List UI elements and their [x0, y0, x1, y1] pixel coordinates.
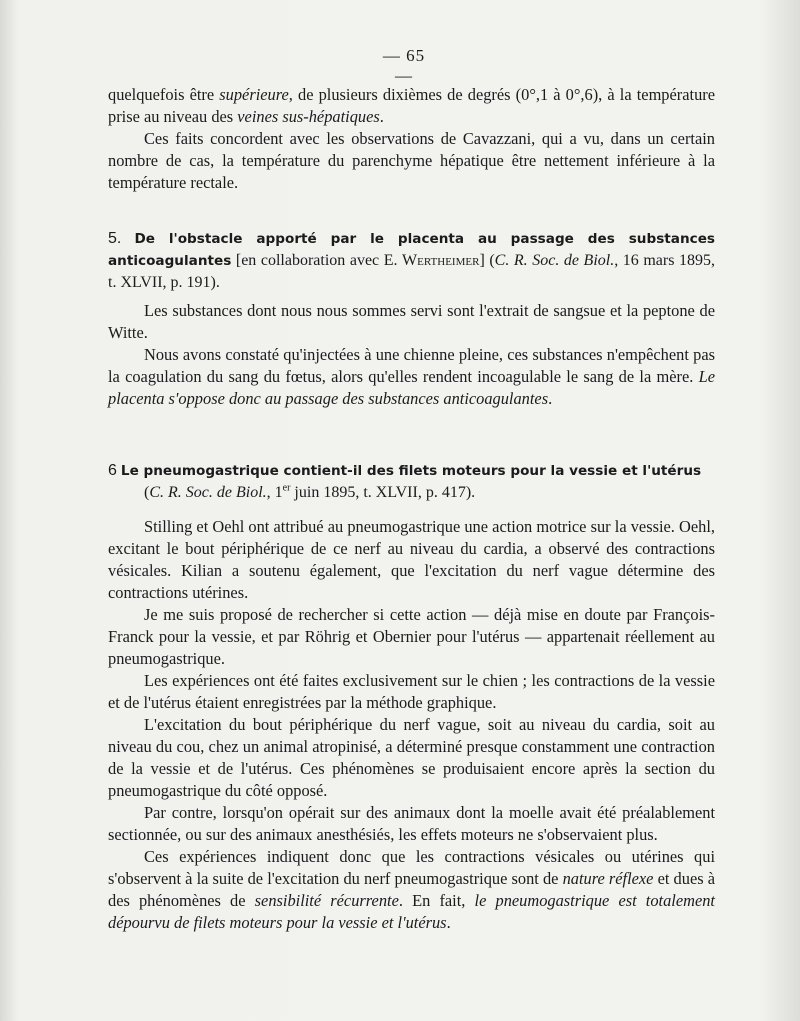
paragraph: Par contre, lorsqu'on opérait sur des animaux dont la moelle avait été préalablement sectionnée, ou sur des animaux anesthésiés, les effets moteurs ne s'observaient plus. [108, 803, 715, 844]
paragraph-continued: quelquefois être supérieure, de plusieurs dixièmes de degrés (0°,1 à 0°,6), à la température prise au niveau des veines sus-hépatiques. [108, 85, 715, 126]
section-6-body [108, 516, 715, 934]
section-number: 6 [108, 462, 117, 479]
journal-reference: (C. R. Soc. de Biol., 1er juin 1895, t. XLVII, p. 417). [144, 482, 476, 501]
paragraph: Stilling et Oehl ont attribué au pneumogastrique une action motrice sur la vessie. Oehl, excitant le bout périphérique de ce nerf au niveau du cardia, a observé des contractions vésicales. Kilian a soutenu également, que l'excitation du nerf vague détermine des contractions utérines. [108, 517, 715, 602]
section-5-body [108, 300, 715, 410]
continued-text [108, 84, 715, 194]
paragraph-cavazzani: Ces faits concordent avec les observations de Cavazzani, qui a vu, dans un certain nombre de cas, la température du parenchyme hépatique être nettement inférieure à la température rectale. [108, 129, 715, 192]
paragraph: Je me suis proposé de rechercher si cette action — déjà mise en doute par François-Franck pour la vessie, et par Röhrig et Obernier pour l'utérus — appartenait réellement au pneumogastrique. [108, 605, 715, 668]
author-name: Wertheimer [402, 252, 480, 269]
page-number: — 65 — [382, 46, 426, 85]
journal-ref: C. R. Soc. de Biol. [494, 252, 615, 269]
paragraph: Nous avons constaté qu'injectées à une chienne pleine, ces substances n'empêchent pas la coagulation du sang du fœtus, alors qu'elles rendent incoagulable le sang de la mère. Le placenta s'oppose donc au passage des substances anticoagulantes. [108, 345, 715, 408]
section-number: 5. [108, 230, 122, 247]
section-5-heading: 5. De l'obstacle apporté par le placenta au passage des substances anticoagulantes [en collaboration avec E. Wertheimer] (C. R. Soc. de Biol., 16 mars 1895, t. XLVII, p. 191). [108, 230, 716, 291]
paragraph-conclusion: Ces expériences indiquent donc que les contractions vésicales ou utérines qui s'observent à la suite de l'excitation du nerf pneumogastrique sont de nature réflexe et dues à des phénomènes de sensibilité récurrente. En fait, le pneumogastrique est totalement dépourvu de filets moteurs pour la vessie et l'utérus. [108, 847, 715, 932]
section-title: De l'obstacle apporté par le placenta au passage des substances anticoagulantes [108, 231, 716, 269]
paragraph: Les expériences ont été faites exclusivement sur le chien ; les contractions de la vessie et de l'utérus étaient enregistrées par la méthode graphique. [108, 671, 715, 712]
paragraph: Les substances dont nous nous sommes servi sont l'extrait de sangsue et la peptone de Witte. [108, 301, 715, 342]
section-6-heading [108, 460, 715, 504]
section-title: Le pneumogastrique contient-il des filets moteurs pour la vessie et l'utérus [120, 463, 702, 479]
paragraph: L'excitation du bout périphérique du nerf vague, soit au niveau du cardia, soit au niveau du cou, chez un animal atropinisé, a déterminé presque constamment une contraction de la vessie et de l'utérus. Ces phénomènes se produisaient encore après la section du pneumogastrique du côté opposé. [108, 715, 715, 800]
